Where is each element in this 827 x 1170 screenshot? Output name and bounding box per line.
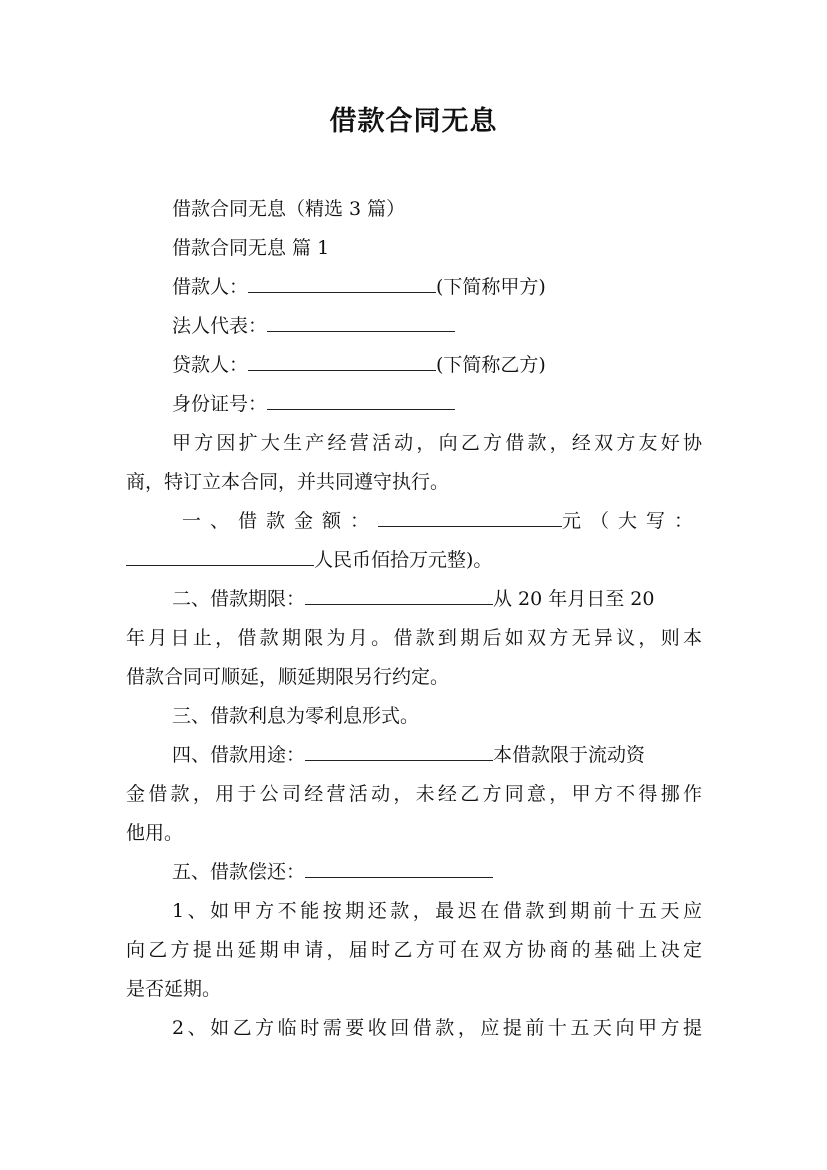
clause4-line-1 [126, 736, 702, 775]
lender-blank [248, 348, 436, 371]
legal-rep-field [126, 307, 702, 346]
clause4-line-2: 金借款，用于公司经营活动，未经乙方同意，甲方不得挪作 [126, 783, 702, 805]
id-label: 身份证号： [172, 393, 268, 415]
item1-line-2: 向乙方提出延期申请，届时乙方可在双方协商的基础上决定 [126, 939, 702, 961]
preamble-line-2: 商，特订立本合同，并共同遵守执行。 [126, 471, 450, 493]
clause2-prefix: 二、借款期限： [172, 588, 306, 610]
clause2-line1-suffix: 从 20 年月日至 20 [493, 588, 655, 610]
clause4-line-3: 他用。 [126, 822, 184, 844]
intro-line: 借款合同无息（精选 3 篇） [172, 198, 406, 220]
lender-suffix: (下简称乙方) [436, 354, 546, 376]
clause1-line2-text: 人民币佰拾万元整)。 [314, 549, 493, 571]
legal-rep-label: 法人代表： [172, 315, 268, 337]
clause4-line1-suffix: 本借款限于流动资 [493, 744, 646, 766]
lender-field [126, 346, 702, 385]
clause5-line [126, 853, 702, 892]
clause4-prefix: 四、借款用途： [172, 744, 306, 766]
item2-line-1: 2、如乙方临时需要收回借款，应提前十五天向甲方提 [172, 1017, 702, 1039]
borrower-label: 借款人： [172, 276, 249, 298]
clause1-line-2 [126, 541, 702, 580]
clause2-line-2: 年月日止，借款期限为月。借款到期后如双方无异议，则本 [126, 627, 702, 649]
clause1-line-1 [126, 502, 702, 541]
id-field [126, 385, 702, 424]
borrower-blank [248, 270, 436, 293]
clause3-line: 三、借款利息为零利息形式。 [172, 705, 420, 727]
clause1-words-blank [126, 543, 314, 566]
clause2-blank [305, 582, 493, 605]
item1-line-3: 是否延期。 [126, 978, 222, 1000]
lender-label: 贷款人： [172, 354, 249, 376]
borrower-field [126, 268, 702, 307]
clause2-line-3: 借款合同可顺延，顺延期限另行约定。 [126, 666, 450, 688]
clause1-amount-blank [378, 504, 562, 527]
clause5-blank [305, 855, 493, 878]
id-blank [267, 387, 455, 410]
clause1-suffix: 元（大写： [561, 510, 702, 532]
preamble-line-1: 甲方因扩大生产经营活动，向乙方借款，经双方友好协 [172, 432, 702, 454]
document-title: 借款合同无息 [329, 106, 498, 137]
section-heading: 借款合同无息 篇 1 [172, 237, 330, 259]
clause2-line-1 [126, 580, 702, 619]
borrower-suffix: (下简称甲方) [436, 276, 546, 298]
clause5-prefix: 五、借款偿还： [172, 861, 306, 883]
legal-rep-blank [267, 309, 455, 332]
document-body [126, 190, 702, 1048]
clause4-blank [305, 738, 493, 761]
item1-line-1: 1、如甲方不能按期还款，最迟在借款到期前十五天应 [172, 900, 702, 922]
clause1-prefix: 一、借款金额： [182, 510, 379, 532]
